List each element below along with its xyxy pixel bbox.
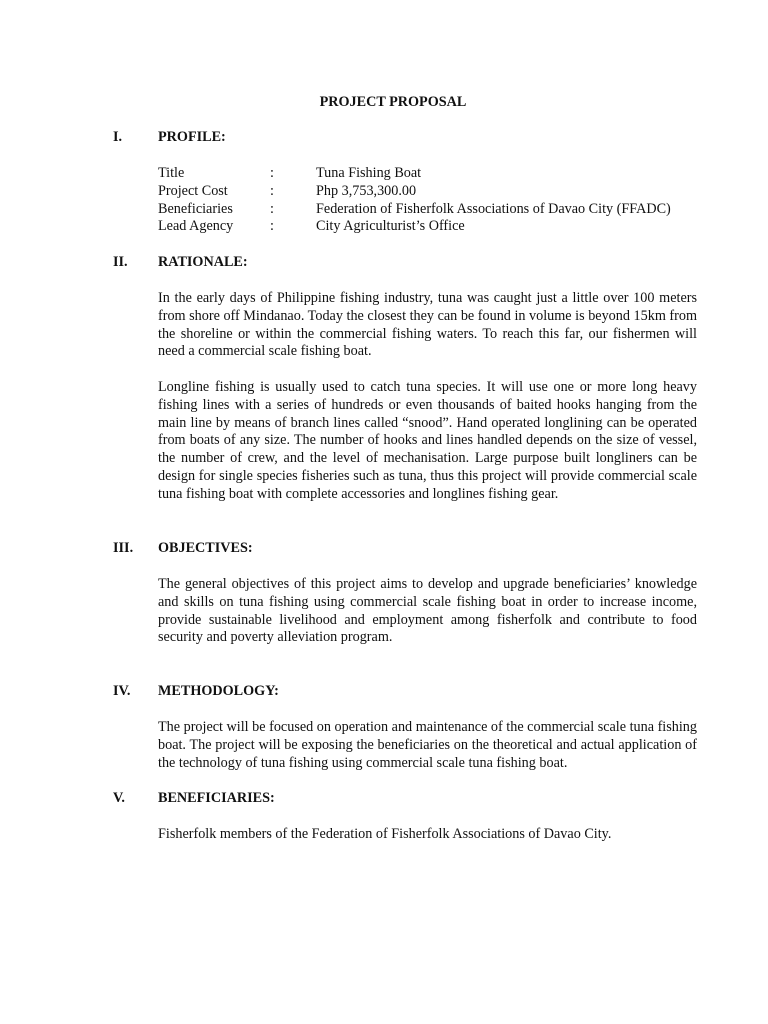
section-heading-rationale: RATIONALE: [158,254,248,270]
beneficiaries-paragraph: Fisherfolk members of the Federation of Fisherfolk Associations of Davao City. [158,826,612,842]
profile-separator: : [270,218,274,234]
profile-row-beneficiaries [158,201,718,219]
rationale-paragraph: In the early days of Philippine fishing industry, tuna was caught just a little over 100 meters from shore off Mindanao. Today the closest they can be found in volume is beyond 15km from the shoreline or within the commercial fishing waters. To reach this far, our fishermen will need a commercial scale fishing boat. [158,290,697,360]
profile-row-title [158,165,718,183]
section-number-beneficiaries: V. [113,790,125,806]
section-heading-beneficiaries: BENEFICIARIES: [158,790,275,806]
profile-label: Lead Agency [158,218,234,234]
section-number-methodology: IV. [113,683,131,699]
section-number-objectives: III. [113,540,134,556]
profile-value: Php 3,753,300.00 [316,183,417,199]
section-heading-objectives: OBJECTIVES: [158,540,253,556]
profile-label: Project Cost [158,183,228,199]
profile-value: Federation of Fisherfolk Associations of Davao City (FFADC) [316,201,671,217]
profile-label: Beneficiaries [158,201,233,217]
profile-label: Title [158,165,185,181]
profile-separator: : [270,183,274,199]
profile-separator: : [270,201,274,217]
section-heading-profile: PROFILE: [158,129,226,145]
objectives-paragraph: The general objectives of this project aims to develop and upgrade beneficiaries’ knowledge and skills on tuna fishing using commercial scale fishing boat in order to increase income, provide sustainable livelihood and employment among fisherfolk and contribute to food security and poverty alleviation program. [158,576,697,646]
document-title: PROJECT PROPOSAL [319,94,467,110]
profile-value: Tuna Fishing Boat [316,165,422,181]
profile-row-lead-agency [158,218,718,236]
methodology-paragraph: The project will be focused on operation and maintenance of the commercial scale tuna fishing boat. The project will be exposing the beneficiaries on the theoretical and actual application of the technology of tuna fishing using commercial scale tuna fishing boat. [158,719,697,771]
rationale-paragraph: Longline fishing is usually used to catch tuna species. It will use one or more long heavy fishing lines with a series of hundreds or even thousands of baited hooks hanging from the main line by means of branch lines called “snood”. Hand operated longlining can be operated from boats of any size. The number of hooks and lines handled depends on the size of vessel, the number of crew, and the level of mechanisation. Large purpose built longliners can be design for single species fisheries such as tuna, thus this project will provide commercial scale tuna fishing boat with complete accessories and longlines fishing gear. [158,379,697,502]
profile-separator: : [270,165,274,181]
profile-value: City Agriculturist’s Office [316,218,465,234]
section-number-profile: I. [113,129,123,145]
section-heading-methodology: METHODOLOGY: [158,683,279,699]
section-number-rationale: II. [113,254,128,270]
profile-row-project-cost [158,183,718,201]
